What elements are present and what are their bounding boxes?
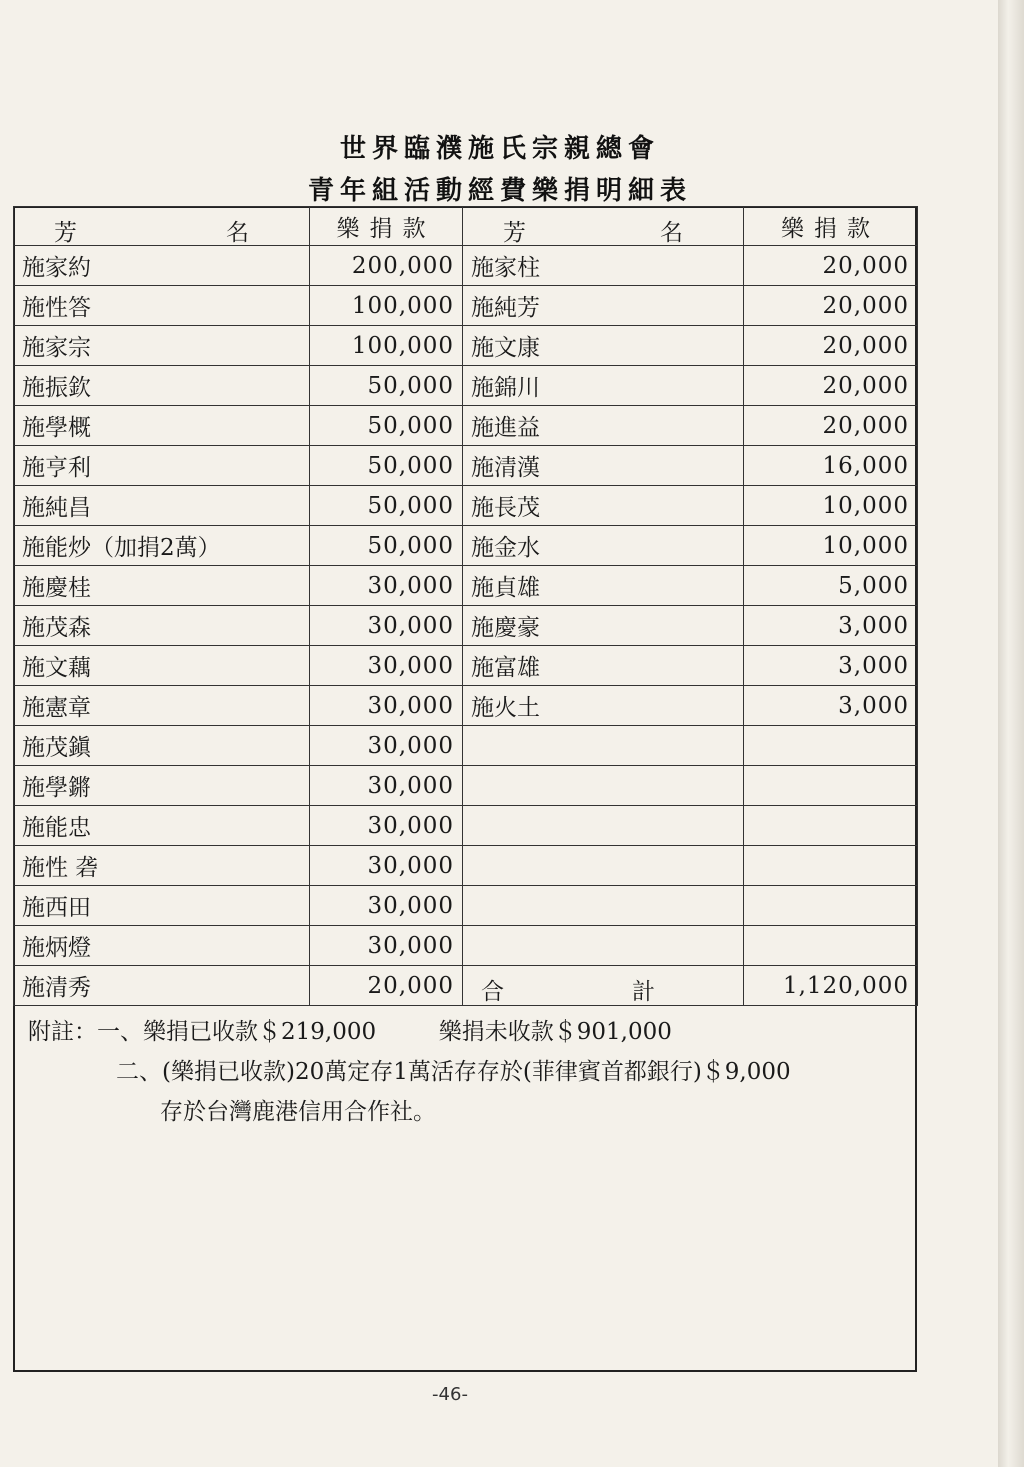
donor-name: 施家宗 bbox=[14, 326, 310, 366]
donation-amount: 20,000 bbox=[744, 366, 918, 406]
note-line-1 bbox=[28, 1012, 672, 1052]
total-amount: 1,120,000 bbox=[744, 966, 918, 1006]
donation-amount: 10,000 bbox=[744, 486, 918, 526]
header-name-char-2: 名 bbox=[226, 220, 249, 246]
donation-amount: 50,000 bbox=[310, 366, 463, 406]
donation-amount: 3,000 bbox=[744, 646, 918, 686]
donation-table bbox=[13, 206, 918, 1006]
table-row bbox=[14, 726, 918, 766]
donation-amount: 3,000 bbox=[744, 686, 918, 726]
donor-name: 施清秀 bbox=[14, 966, 310, 1006]
donor-name: 施憲章 bbox=[14, 686, 310, 726]
donor-name: 施長茂 bbox=[463, 486, 744, 526]
donation-amount: 30,000 bbox=[310, 806, 463, 846]
donor-name: 施文藕 bbox=[14, 646, 310, 686]
donor-name: 施富雄 bbox=[463, 646, 744, 686]
header-name-right bbox=[463, 207, 744, 246]
donation-amount: 30,000 bbox=[310, 926, 463, 966]
total-label-char-1: 合 bbox=[481, 979, 504, 1005]
header-amount-left: 樂捐款 bbox=[310, 207, 463, 246]
donation-amount: 50,000 bbox=[310, 526, 463, 566]
donation-amount bbox=[744, 926, 918, 966]
table-row bbox=[14, 246, 918, 286]
donor-name bbox=[463, 806, 744, 846]
donation-amount: 20,000 bbox=[310, 966, 463, 1006]
table-header-row bbox=[14, 207, 918, 246]
header-name-char-1: 芳 bbox=[54, 220, 77, 246]
donor-name: 施金水 bbox=[463, 526, 744, 566]
page-edge bbox=[998, 0, 1024, 1467]
donation-amount: 10,000 bbox=[744, 526, 918, 566]
donor-name bbox=[463, 926, 744, 966]
donation-amount: 30,000 bbox=[310, 646, 463, 686]
header-amount-right: 樂捐款 bbox=[744, 207, 918, 246]
note-received: 附註：一、樂捐已收款＄219,000 bbox=[28, 1019, 377, 1045]
donation-amount: 5,000 bbox=[744, 566, 918, 606]
donor-name: 施茂森 bbox=[14, 606, 310, 646]
note-unreceived: 樂捐未收款＄901,000 bbox=[438, 1019, 672, 1045]
donation-amount: 16,000 bbox=[744, 446, 918, 486]
donor-name: 施家約 bbox=[14, 246, 310, 286]
donation-amount: 30,000 bbox=[310, 686, 463, 726]
donation-amount: 20,000 bbox=[744, 326, 918, 366]
note-line-2: 二、(樂捐已收款)20萬定存1萬活存存於(菲律賓首都銀行)＄9,000 bbox=[116, 1059, 791, 1085]
donor-name bbox=[463, 726, 744, 766]
donation-amount bbox=[744, 726, 918, 766]
header-name-char-1: 芳 bbox=[503, 220, 526, 246]
donation-amount: 50,000 bbox=[310, 446, 463, 486]
donor-name: 施家柱 bbox=[463, 246, 744, 286]
donor-name: 施茂鎭 bbox=[14, 726, 310, 766]
table-row bbox=[14, 286, 918, 326]
total-label-char-2: 計 bbox=[632, 979, 655, 1005]
donor-name: 施振欽 bbox=[14, 366, 310, 406]
donor-name: 施火土 bbox=[463, 686, 744, 726]
table-row bbox=[14, 926, 918, 966]
donor-name: 施學概 bbox=[14, 406, 310, 446]
table-row bbox=[14, 326, 918, 366]
table-row bbox=[14, 406, 918, 446]
donor-name: 施能忠 bbox=[14, 806, 310, 846]
table-row bbox=[14, 606, 918, 646]
table-row bbox=[14, 686, 918, 726]
donation-amount: 100,000 bbox=[310, 326, 463, 366]
donor-name: 施西田 bbox=[14, 886, 310, 926]
donation-amount: 20,000 bbox=[744, 246, 918, 286]
table-row bbox=[14, 886, 918, 926]
donor-name: 施亨利 bbox=[14, 446, 310, 486]
total-row bbox=[14, 966, 918, 1006]
donation-amount bbox=[744, 806, 918, 846]
donation-amount: 20,000 bbox=[744, 406, 918, 446]
page-number: -46- bbox=[432, 1384, 468, 1405]
table-row bbox=[14, 646, 918, 686]
donation-amount: 50,000 bbox=[310, 486, 463, 526]
header-name-left bbox=[14, 207, 310, 246]
donor-name: 施學鏘 bbox=[14, 766, 310, 806]
donation-amount bbox=[744, 886, 918, 926]
donor-name: 施性答 bbox=[14, 286, 310, 326]
donor-name: 施錦川 bbox=[463, 366, 744, 406]
donation-amount: 30,000 bbox=[310, 846, 463, 886]
donor-name: 施性 砻 bbox=[14, 846, 310, 886]
donation-amount: 30,000 bbox=[310, 726, 463, 766]
donor-name: 施炳燈 bbox=[14, 926, 310, 966]
donor-name: 施文康 bbox=[463, 326, 744, 366]
document-title: 世界臨濮施氏宗親總會 bbox=[339, 134, 660, 164]
donation-amount: 30,000 bbox=[310, 886, 463, 926]
donation-amount: 20,000 bbox=[744, 286, 918, 326]
donor-name bbox=[463, 846, 744, 886]
donation-amount: 3,000 bbox=[744, 606, 918, 646]
donation-amount: 30,000 bbox=[310, 606, 463, 646]
donation-amount bbox=[744, 766, 918, 806]
table-row bbox=[14, 806, 918, 846]
total-label bbox=[463, 966, 744, 1006]
table-row bbox=[14, 566, 918, 606]
donation-amount: 30,000 bbox=[310, 566, 463, 606]
donor-name: 施慶豪 bbox=[463, 606, 744, 646]
note-line-3: 存於台灣鹿港信用合作社。 bbox=[160, 1099, 436, 1125]
donor-name: 施進益 bbox=[463, 406, 744, 446]
donor-name: 施純芳 bbox=[463, 286, 744, 326]
donor-name: 施清漢 bbox=[463, 446, 744, 486]
document-subtitle: 青年組活動經費樂捐明細表 bbox=[307, 176, 692, 206]
donor-name: 施慶桂 bbox=[14, 566, 310, 606]
table-row bbox=[14, 486, 918, 526]
table-row bbox=[14, 526, 918, 566]
donor-name: 施貞雄 bbox=[463, 566, 744, 606]
donor-name: 施能炒（加捐2萬） bbox=[14, 526, 310, 566]
table-row bbox=[14, 366, 918, 406]
donation-amount: 50,000 bbox=[310, 406, 463, 446]
donor-name: 施純昌 bbox=[14, 486, 310, 526]
donation-amount bbox=[744, 846, 918, 886]
table-row bbox=[14, 846, 918, 886]
table-row bbox=[14, 446, 918, 486]
header-name-char-2: 名 bbox=[660, 220, 683, 246]
donor-name bbox=[463, 886, 744, 926]
donation-amount: 100,000 bbox=[310, 286, 463, 326]
donor-name bbox=[463, 766, 744, 806]
donation-amount: 200,000 bbox=[310, 246, 463, 286]
table-row bbox=[14, 766, 918, 806]
donation-amount: 30,000 bbox=[310, 766, 463, 806]
